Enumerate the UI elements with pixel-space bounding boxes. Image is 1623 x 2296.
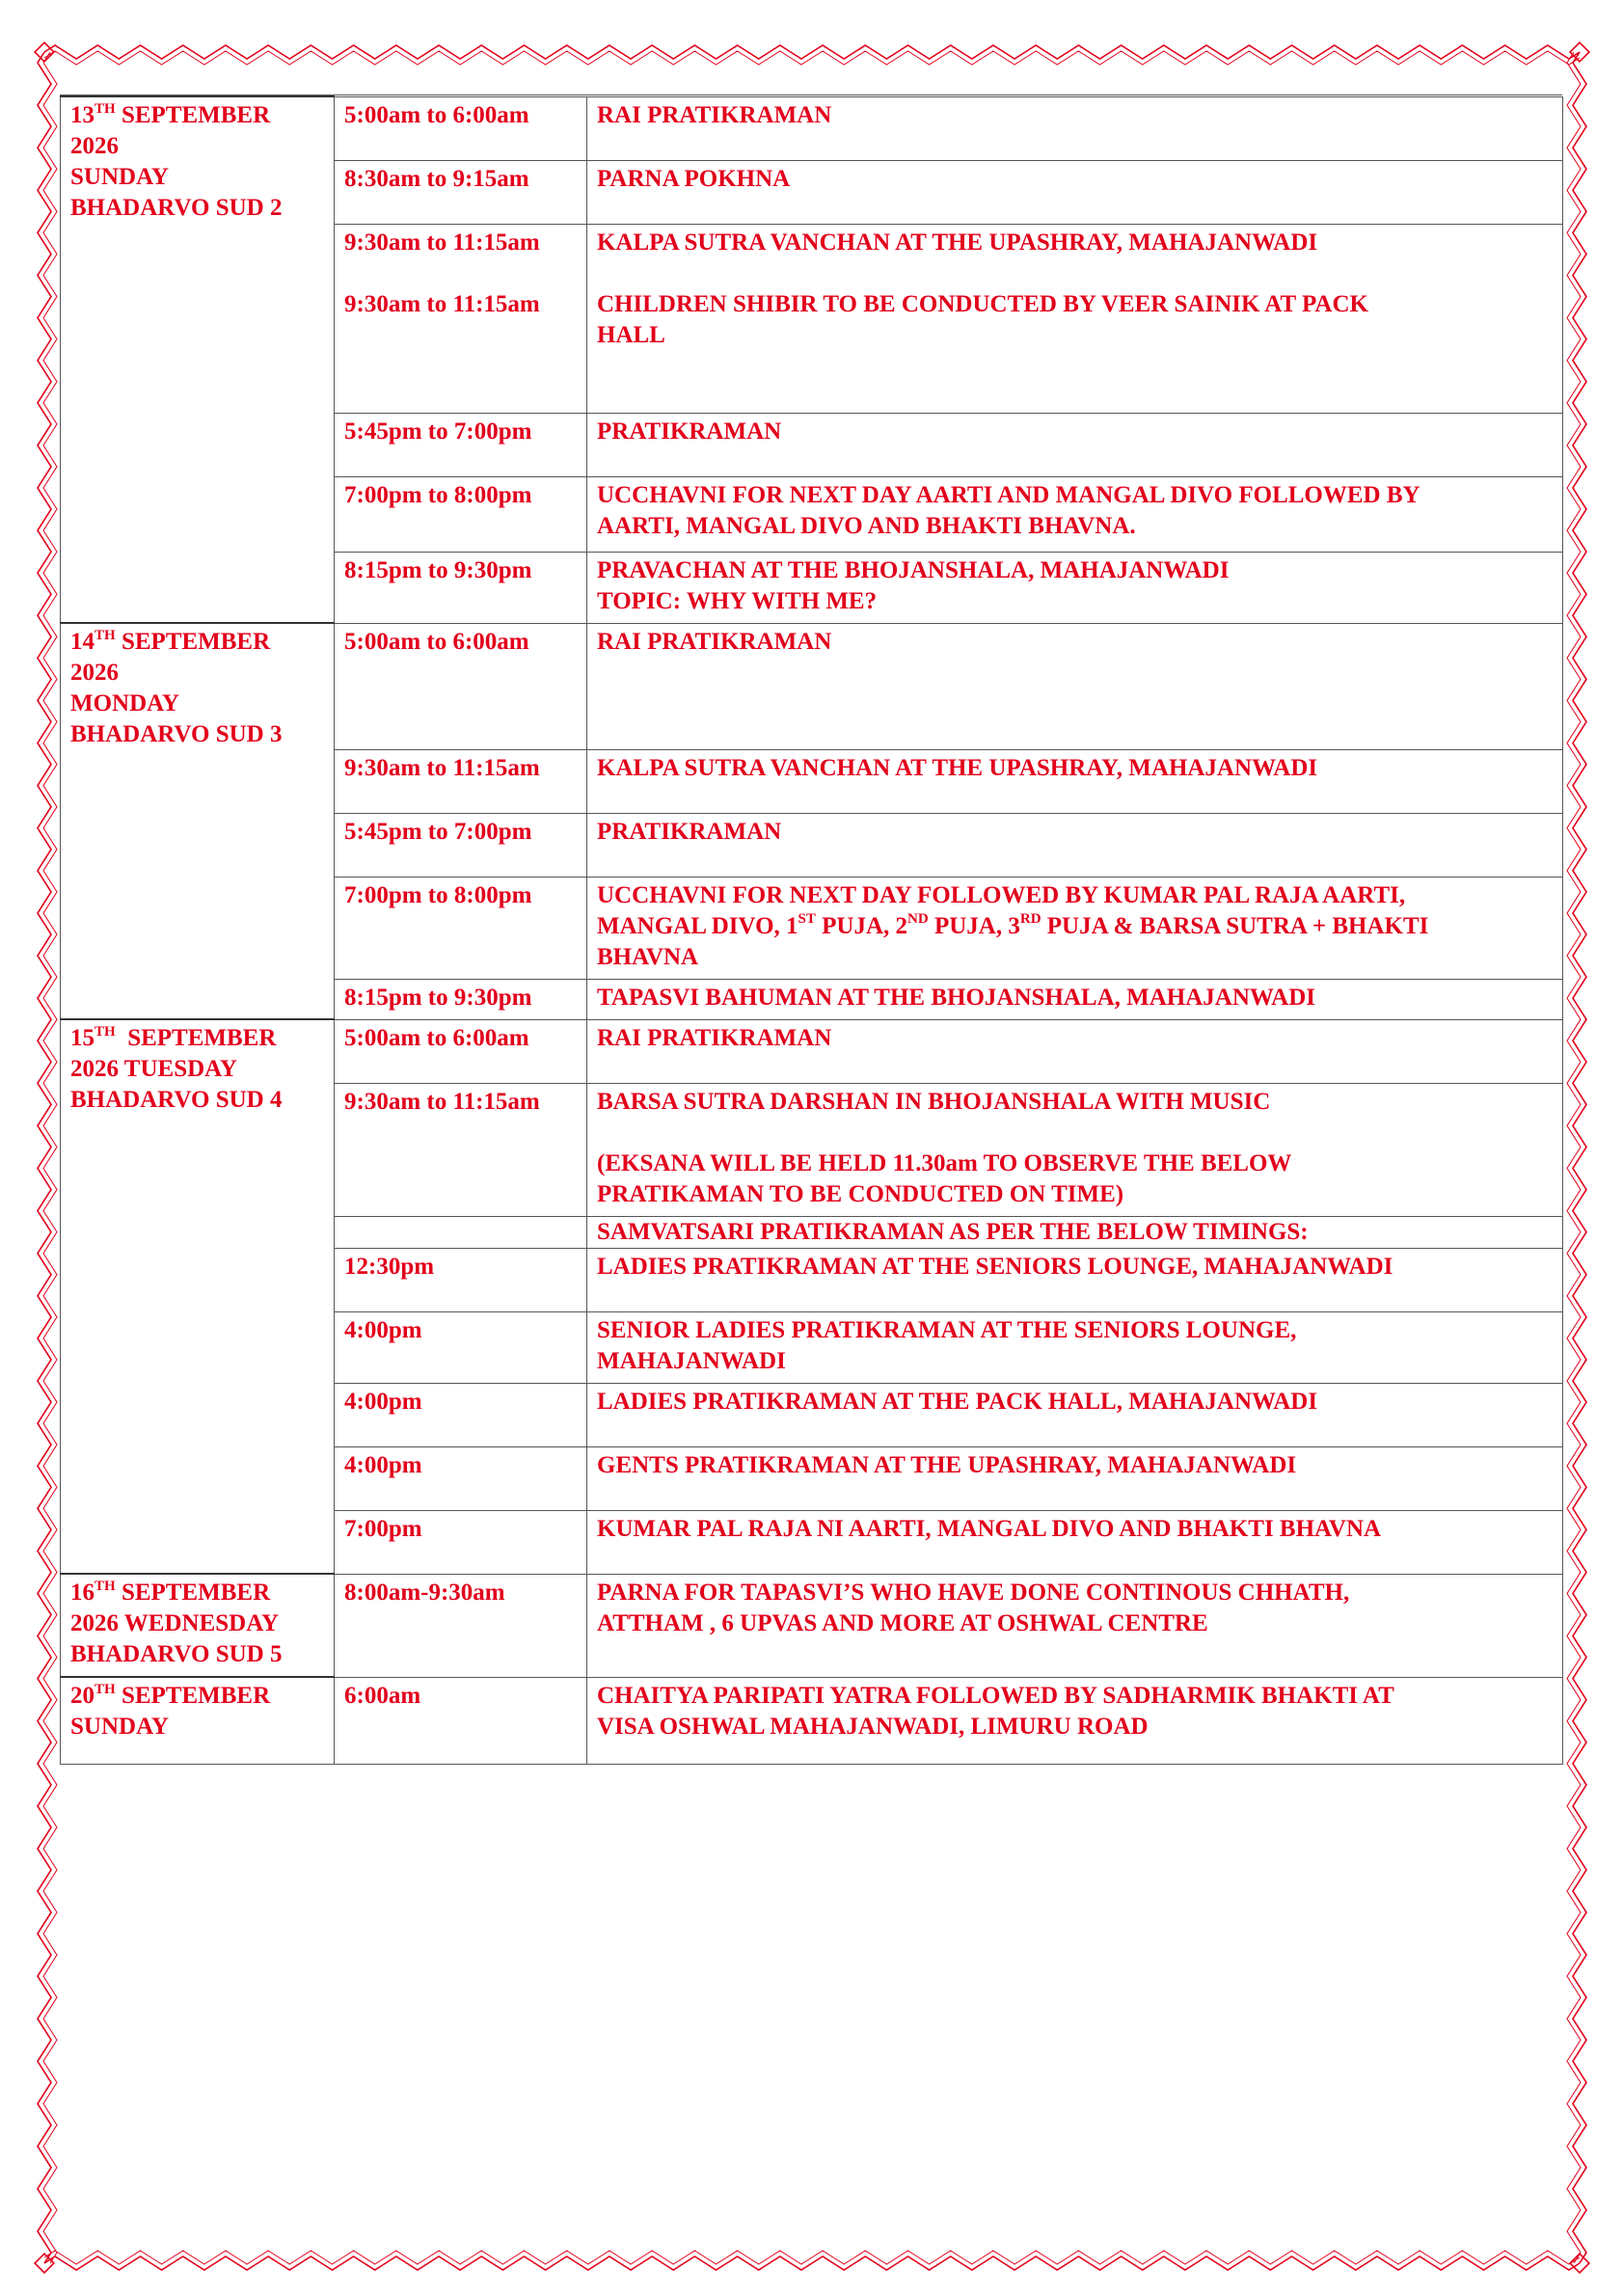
year-weekday-line: 2026 WEDNESDAY [70, 1610, 280, 1636]
date-line: 16TH SEPTEMBER [70, 1578, 271, 1606]
time-cell: 4:00pm [335, 1383, 587, 1446]
time-cell: 8:15pm to 9:30pm [335, 552, 587, 623]
year-line: 2026 [70, 133, 119, 159]
table-row [61, 96, 1563, 160]
weekday-line: SUNDAY [70, 164, 169, 190]
activity-cell: LADIES PRATIKRAMAN AT THE SENIORS LOUNGE, MAHAJANWADI [587, 1248, 1563, 1311]
activity-cell: PRATIKRAMAN [587, 413, 1563, 476]
activity-cell: PARNA POKHNA [587, 160, 1563, 224]
table-row [61, 1574, 1563, 1677]
activity-cell: BARSA SUTRA DARSHAN IN BHOJANSHALA WITH MUSIC (EKSANA WILL BE HELD 11.30am TO OBSERVE THE BELOW PRATIKAMAN TO BE CONDUCTED ON TIME) [587, 1083, 1563, 1216]
date-line: 15TH SEPTEMBER [70, 1023, 277, 1051]
time-cell: 12:30pm [335, 1248, 587, 1311]
day-cell-16-september [61, 1574, 335, 1677]
time-cell: 9:30am to 11:15am [335, 749, 587, 813]
time-cell: 4:00pm [335, 1311, 587, 1383]
activity-cell: RAI PRATIKRAMAN [587, 96, 1563, 160]
activity-cell: SENIOR LADIES PRATIKRAMAN AT THE SENIORS LOUNGE, MAHAJANWADI [587, 1311, 1563, 1383]
activity-cell: TAPASVI BAHUMAN AT THE BHOJANSHALA, MAHAJANWADI [587, 979, 1563, 1019]
bhadarvo-line: BHADARVO SUD 3 [70, 721, 283, 747]
date-line: 13TH SEPTEMBER [70, 100, 271, 128]
time-cell: 5:45pm to 7:00pm [335, 413, 587, 476]
border-zigzag-line [44, 2256, 1580, 2270]
time-cell: 9:30am to 11:15am [335, 1083, 587, 1216]
table-row [61, 1677, 1563, 1764]
activity-cell: RAI PRATIKRAMAN [587, 623, 1563, 749]
activity-cell: KALPA SUTRA VANCHAN AT THE UPASHRAY, MAHAJANWADI [587, 749, 1563, 813]
activity-cell: PRATIKRAMAN [587, 813, 1563, 877]
day-cell-14-september [61, 623, 335, 1019]
time-cell: 5:00am to 6:00am [335, 96, 587, 160]
activity-cell: GENTS PRATIKRAMAN AT THE UPASHRAY, MAHAJANWADI [587, 1446, 1563, 1510]
day-cell-15-september [61, 1019, 335, 1574]
time-cell: 5:45pm to 7:00pm [335, 813, 587, 877]
activity-cell: RAI PRATIKRAMAN [587, 1019, 1563, 1083]
time-cell: 8:00am-9:30am [335, 1574, 587, 1677]
table-row [61, 1019, 1563, 1083]
time-cell: 5:00am to 6:00am [335, 623, 587, 749]
activity-cell: LADIES PRATIKRAMAN AT THE PACK HALL, MAHAJANWADI [587, 1383, 1563, 1446]
activity-cell: UCCHAVNI FOR NEXT DAY FOLLOWED BY KUMAR PAL RAJA AARTI, MANGAL DIVO, 1ST PUJA, 2ND PUJA, 3RD PUJA & BARSA SUTRA + BHAKTI BHAVNA [587, 877, 1563, 979]
bhadarvo-line: BHADARVO SUD 2 [70, 195, 283, 221]
year-weekday-line: 2026 TUESDAY [70, 1056, 237, 1082]
time-cell [335, 1216, 587, 1248]
schedule-sheet [60, 95, 1562, 1765]
table-row [61, 623, 1563, 749]
time-cell: 9:30am to 11:15am 9:30am to 11:15am [335, 224, 587, 413]
year-line: 2026 [70, 660, 119, 686]
time-cell: 7:00pm [335, 1510, 587, 1574]
activity-cell: CHAITYA PARIPATI YATRA FOLLOWED BY SADHARMIK BHAKTI AT VISA OSHWAL MAHAJANWADI, LIMURU ROAD [587, 1677, 1563, 1764]
activity-cell: PARNA FOR TAPASVI’S WHO HAVE DONE CONTINOUS CHHATH, ATTHAM , 6 UPVAS AND MORE AT OSHWAL CENTRE [587, 1574, 1563, 1677]
day-cell-20-september [61, 1677, 335, 1764]
time-cell: 7:00pm to 8:00pm [335, 877, 587, 979]
weekday-line: MONDAY [70, 690, 179, 716]
date-line: 20TH SEPTEMBER [70, 1681, 271, 1709]
date-line: 14TH SEPTEMBER [70, 627, 271, 655]
time-cell: 8:30am to 9:15am [335, 160, 587, 224]
border-zigzag-line [44, 2251, 1580, 2264]
weekday-line: SUNDAY [70, 1714, 169, 1740]
time-cell: 4:00pm [335, 1446, 587, 1510]
activity-cell: KUMAR PAL RAJA NI AARTI, MANGAL DIVO AND BHAKTI BHAVNA [587, 1510, 1563, 1574]
activity-cell: UCCHAVNI FOR NEXT DAY AARTI AND MANGAL DIVO FOLLOWED BY AARTI, MANGAL DIVO AND BHAKTI BHAVNA. [587, 476, 1563, 552]
bhadarvo-line: BHADARVO SUD 4 [70, 1087, 283, 1113]
border-zigzag-line [44, 45, 1580, 59]
bhadarvo-line: BHADARVO SUD 5 [70, 1641, 283, 1667]
day-cell-13-september [61, 96, 335, 623]
time-cell: 6:00am [335, 1677, 587, 1764]
time-cell: 8:15pm to 9:30pm [335, 979, 587, 1019]
border-zigzag-line [44, 51, 1580, 65]
time-cell: 7:00pm to 8:00pm [335, 476, 587, 552]
activity-cell: KALPA SUTRA VANCHAN AT THE UPASHRAY, MAHAJANWADI CHILDREN SHIBIR TO BE CONDUCTED BY VEER SAINIK AT PACK HALL [587, 224, 1563, 413]
time-cell: 5:00am to 6:00am [335, 1019, 587, 1083]
activity-cell: SAMVATSARI PRATIKRAMAN AS PER THE BELOW TIMINGS: [587, 1216, 1563, 1248]
schedule-table [60, 95, 1563, 1765]
activity-cell: PRAVACHAN AT THE BHOJANSHALA, MAHAJANWADI TOPIC: WHY WITH ME? [587, 552, 1563, 623]
